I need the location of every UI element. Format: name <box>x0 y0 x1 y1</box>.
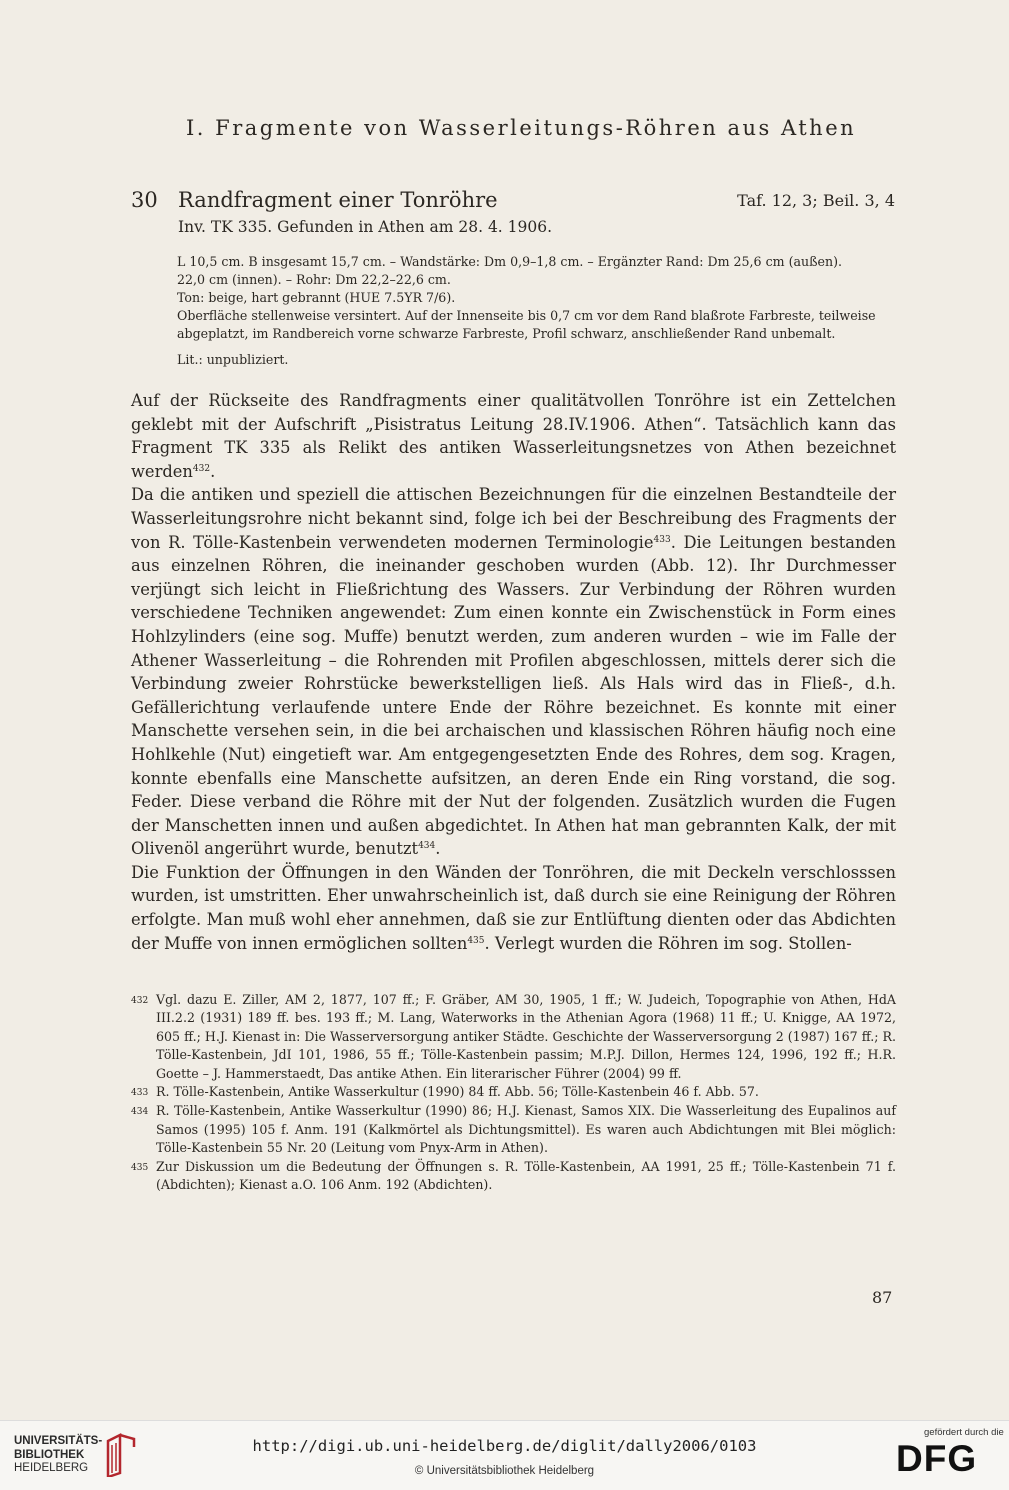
plate-reference: Taf. 12, 3; Beil. 3, 4 <box>737 191 895 210</box>
inventory-line: Inv. TK 335. Gefunden in Athen am 28. 4. 1906. <box>178 218 553 236</box>
paragraph: Die Funktion der Öffnungen in den Wänden der Tonröhren, die mit Deckeln verschlosssen wurden, ist umstritten. Eher unwahrscheinlich ist, daß durch sie eine Reinigung der Röhren erfolgte. Man muß wohl eher annehmen, daß sie zur Entlüftung dienten oder das Abdichten der Muffe von innen ermöglichen sollten$^{435}$. Verlegt wurden die Röhren im sog. Stollen- <box>131 862 896 953</box>
section-running-title: I. Fragmente von Wasserleitungs-Röhren aus Athen <box>186 116 857 140</box>
object-description <box>177 253 897 369</box>
funding-label: gefördert durch die <box>924 1427 1004 1438</box>
catalog-entry-number: 30 <box>131 188 158 212</box>
copyright-notice: © Universitätsbibliothek Heidelberg <box>414 1465 595 1477</box>
footnote-text: R. Tölle-Kastenbein, Antike Wasserkultur (1990) 84 ff. Abb. 56; Tölle-Kastenbein 46 f. Abb. 57. <box>156 1084 759 1100</box>
footnote-ref[interactable]: 435 <box>467 935 485 946</box>
footnote <box>131 1083 896 1102</box>
footnote-ref[interactable]: 432 <box>192 463 211 474</box>
page-number: 87 <box>872 1288 893 1307</box>
main-text <box>131 389 896 955</box>
clay-description: Ton: beige, hart gebrannt (HUE 7.5YR 7/6). <box>177 290 456 305</box>
viewer-footer <box>0 1420 1009 1490</box>
footnotes <box>131 991 896 1194</box>
surface-description: Oberfläche stellenweise versintert. Auf der Innenseite bis 0,7 cm vor dem Rand blaßrote Farbreste, teilweise abgeplatzt, im Randbereich vorne schwarze Farbreste, Profil schwarz, anschließender Rand unbemalt. <box>177 308 876 341</box>
footnote-text: Zur Diskussion um die Bedeutung der Öffnungen s. R. Tölle-Kastenbein, AA 1991, 25 ff.; Tölle-Kastenbein 71 f. (Abdichten); Kienast a.O. 106 Anm. 192 (Abdichten). <box>156 1158 896 1193</box>
footnote <box>131 1158 896 1195</box>
footnote-ref[interactable]: 434 <box>418 841 436 852</box>
measurements-line-2: 22,0 cm (innen). – Rohr: Dm 22,2–22,6 cm. <box>177 272 451 287</box>
footnote-number: 434 <box>131 1107 149 1118</box>
footnote <box>131 1102 896 1157</box>
footnote-text: R. Tölle-Kastenbein, Antike Wasserkultur (1990) 86; H.J. Kienast, Samos XIX. Die Wasserleitung des Eupalinos auf Samos (1995) 105 f. Anm. 191 (Kalkmörtel als Dichtungsmittel). Es waren auch Abdichtungen mit Blei möglich: Tölle-Kastenbein 55 Nr. 20 (Leitung vom Pnyx-Arm in Athen). <box>156 1103 896 1156</box>
footnote-text: Vgl. dazu E. Ziller, AM 2, 1877, 107 ff.; F. Gräber, AM 30, 1905, 1 ff.; W. Judeich, Topographie von Athen, HdA III.2.2 (1931) 189 ff. bes. 193 ff.; M. Lang, Waterworks in the Athenian Agora (1968) 11 ff.; U. Knigge, AA 1972, 605 ff.; H.J. Kienast in: Die Wasserversorgung antiker Städte. Geschichte der Wasserversorgung 2 (1987) 167 ff.; R. Tölle-Kastenbein, JdI 101, 1986, 55 ff.; Tölle-Kastenbein passim; M.P.J. Dillon, Hermes 124, 1996, 192 ff.; H.R. Goette – J. Hammerstaedt, Das antike Athen. Ein literarischer Führer (2004) 99 ff. <box>156 992 896 1081</box>
library-logo[interactable]: UNIVERSITÄTS- BIBLIOTHEK HEIDELBERG <box>14 1435 103 1474</box>
footnote <box>131 991 896 1083</box>
permalink-url[interactable]: http://digi.ub.uni-heidelberg.de/diglit/dally2006/0103 <box>252 1437 757 1455</box>
footnote-number: 433 <box>131 1088 149 1099</box>
footnote-number: 435 <box>131 1162 149 1173</box>
literature-note: Lit.: unpubliziert. <box>177 352 289 367</box>
footnote-number: 432 <box>131 996 149 1006</box>
measurements-line-1: L 10,5 cm. B insgesamt 15,7 cm. – Wandstärke: Dm 0,9–1,8 cm. – Ergänzter Rand: Dm 25,6 cm (außen). <box>177 254 842 269</box>
paragraph: Auf der Rückseite des Randfragments einer qualitätvollen Tonröhre ist ein Zettelchen geklebt mit der Aufschrift „Pisistratus Leitung 28.IV.1906. Athen“. Tatsächlich kann das Fragment TK 335 als Relikt des antiken Wasserleitungsnetzes von Athen bezeichnet werden$^{432}$. <box>131 391 896 481</box>
dfg-logo[interactable]: DFG <box>896 1438 978 1479</box>
paragraph: Da die antiken und speziell die attischen Bezeichnungen für die einzelnen Bestandteile der Wasserleitungsrohre nicht bekannt sind, folge ich bei der Beschreibung des Fragments der von R. Tölle-Kastenbein verwendeten modernen Terminologie$^{433}$. Die Leitungen bestanden aus einzelnen Röhren, die ineinander geschoben wurden (Abb. 12). Ihr Durchmesser verjüngt sich leicht in Fließrichtung des Wassers. Zur Verbindung der Röhren wurden verschiedene Techniken angewendet: Zum einen konnte ein Zwischenstück in Form eines Hohlzylinders (eine sog. Muffe) benutzt werden, zum anderen wurden – wie im Falle der Athener Wasserleitung – die Rohrenden mit Profilen abgeschlossen, mittels derer sich die Verbindung zweier Rohrstücke bewerkstelligen ließ. Als Hals wird das in Fließ-, d.h. Gefällerichtung verlaufende untere Ende der Röhre bezeichnet. Es konnte mit einer Manschette versehen sein, in die bei archaischen und klassischen Röhren häufig noch eine Hohlkehle (Nut) eingetieft war. Am entgegengesetzten Ende des Rohres, dem sog. Kragen, konnte ebenfalls eine Manschette aufsitzen, an deren Ende ein Ring vorstand, die sog. Feder. Diese verband die Röhre mit der Nut der folgenden. Zusätzlich wurden die Fugen der Manschetten innen und außen abgedichtet. In Athen hat man gebrannten Kalk, der mit Olivenöl angerührt wurde, benutzt$^{434}$. <box>131 485 896 859</box>
footnote-ref[interactable]: 433 <box>653 534 671 545</box>
catalog-entry-title: Randfragment einer Tonröhre <box>178 188 498 212</box>
